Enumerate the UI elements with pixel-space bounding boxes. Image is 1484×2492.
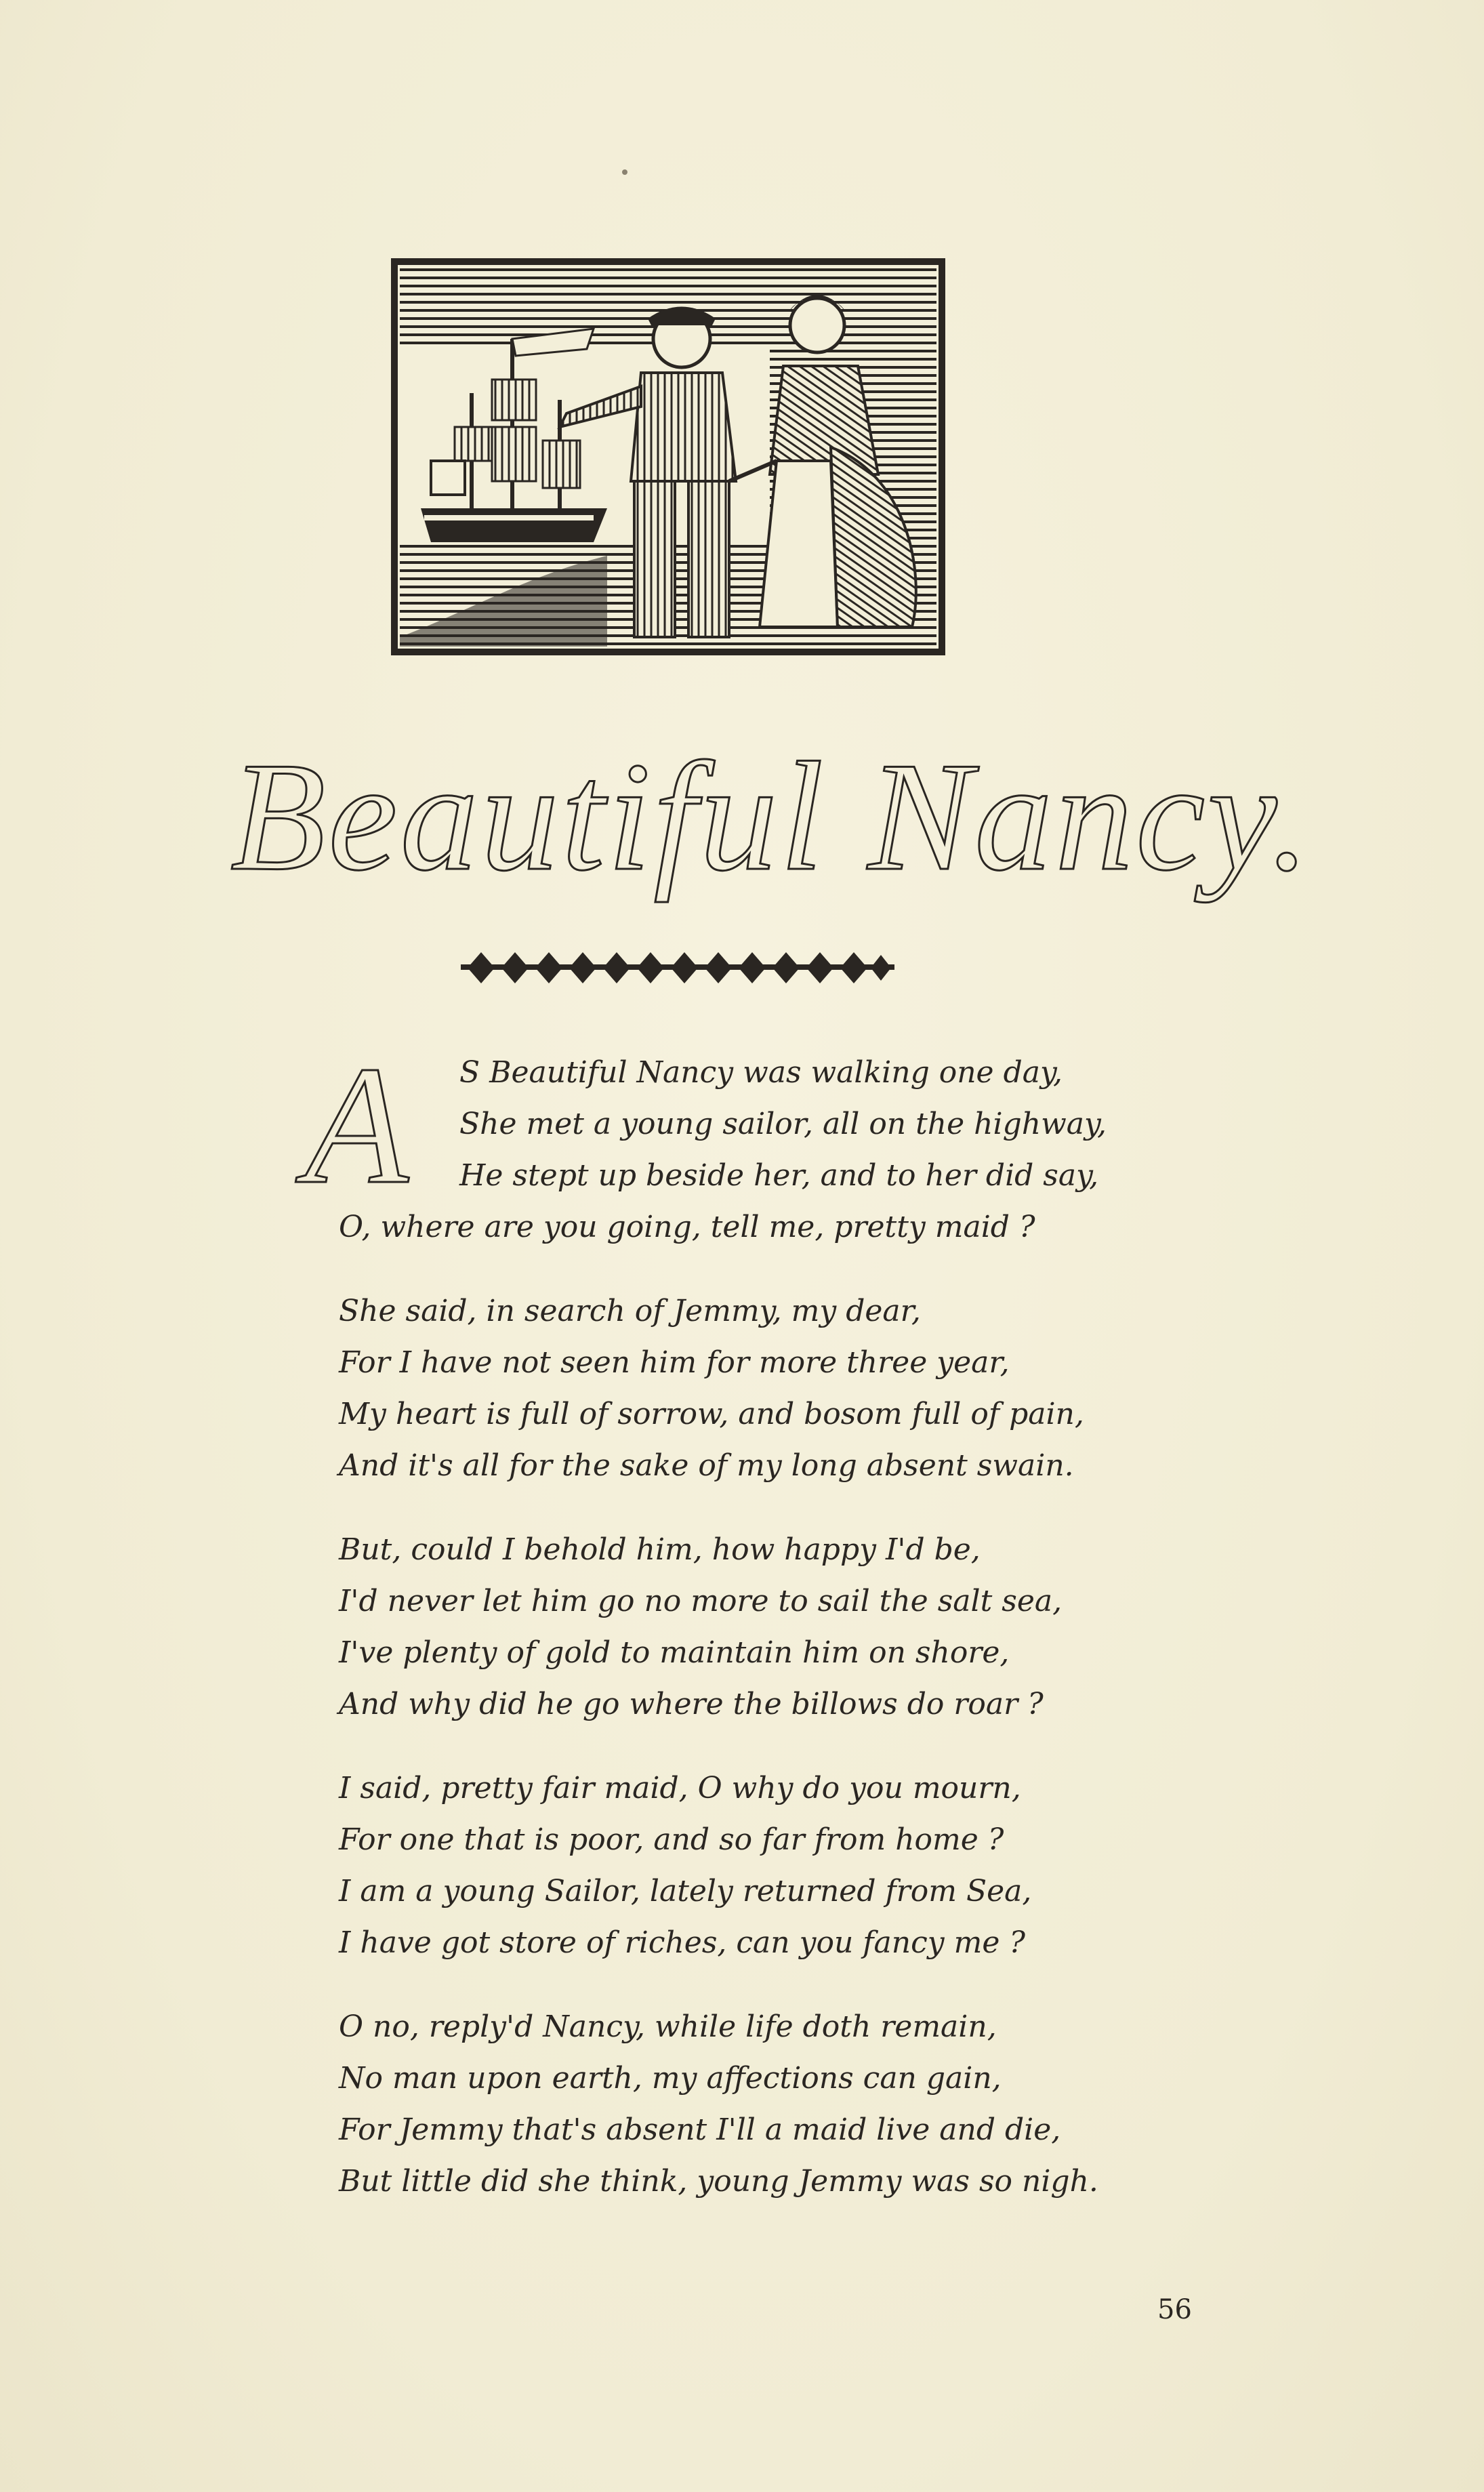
poem-line: O, where are you going, tell me, pretty maid ? [339, 1210, 1035, 1244]
stanza-5 [339, 2001, 1152, 2207]
poem-line: For I have not seen him for more three year, [339, 1345, 1010, 1380]
poem-line: O no, reply'd Nancy, while life doth remain, [339, 2009, 997, 2044]
page-number: 56 [1157, 2294, 1192, 2325]
paper-speck [622, 169, 627, 175]
poem-line: She met a young sailor, all on the highway, [459, 1107, 1107, 1141]
woodcut-sailor-and-maid-icon [390, 258, 946, 656]
stanza-2 [339, 1286, 1152, 1492]
poem-line: But, could I behold him, how happy I'd be, [339, 1532, 981, 1567]
poem-line: For one that is poor, and so far from home ? [339, 1822, 1004, 1857]
poem-line: For Jemmy that's absent I'll a maid live and die, [339, 2112, 1061, 2147]
poem-line: I've plenty of gold to maintain him on shore, [339, 1635, 1010, 1670]
poem-line: I said, pretty fair maid, O why do you mourn, [339, 1771, 1021, 1805]
poem-line: I am a young Sailor, lately returned from Sea, [339, 1874, 1032, 1908]
poem [305, 1031, 1152, 2240]
poem-line: No man upon earth, my affections can gain, [339, 2061, 1002, 2096]
poem-line: I'd never let him go no more to sail the salt sea, [339, 1584, 1063, 1618]
stanza-1 [305, 1031, 1152, 1253]
poem-line: But little did she think, young Jemmy was so nigh. [339, 2164, 1098, 2199]
page-title: Beautiful Nancy. [230, 730, 1313, 903]
poem-line: I have got store of riches, can you fancy me ? [339, 1925, 1025, 1960]
floral-ornament-icon [461, 945, 894, 990]
poem-line: He stept up beside her, and to her did say, [459, 1158, 1099, 1193]
poem-line: And why did he go where the billows do roar ? [339, 1687, 1044, 1721]
stanza-3 [339, 1524, 1152, 1730]
poem-line: S Beautiful Nancy was walking one day, [459, 1055, 1063, 1090]
drop-cap: A [305, 1031, 409, 1219]
poem-line: She said, in search of Jemmy, my dear, [339, 1294, 921, 1328]
poem-line: My heart is full of sorrow, and bosom full of pain, [339, 1397, 1084, 1431]
stanza-4 [339, 1763, 1152, 1969]
poem-line: And it's all for the sake of my long absent swain. [339, 1448, 1074, 1483]
